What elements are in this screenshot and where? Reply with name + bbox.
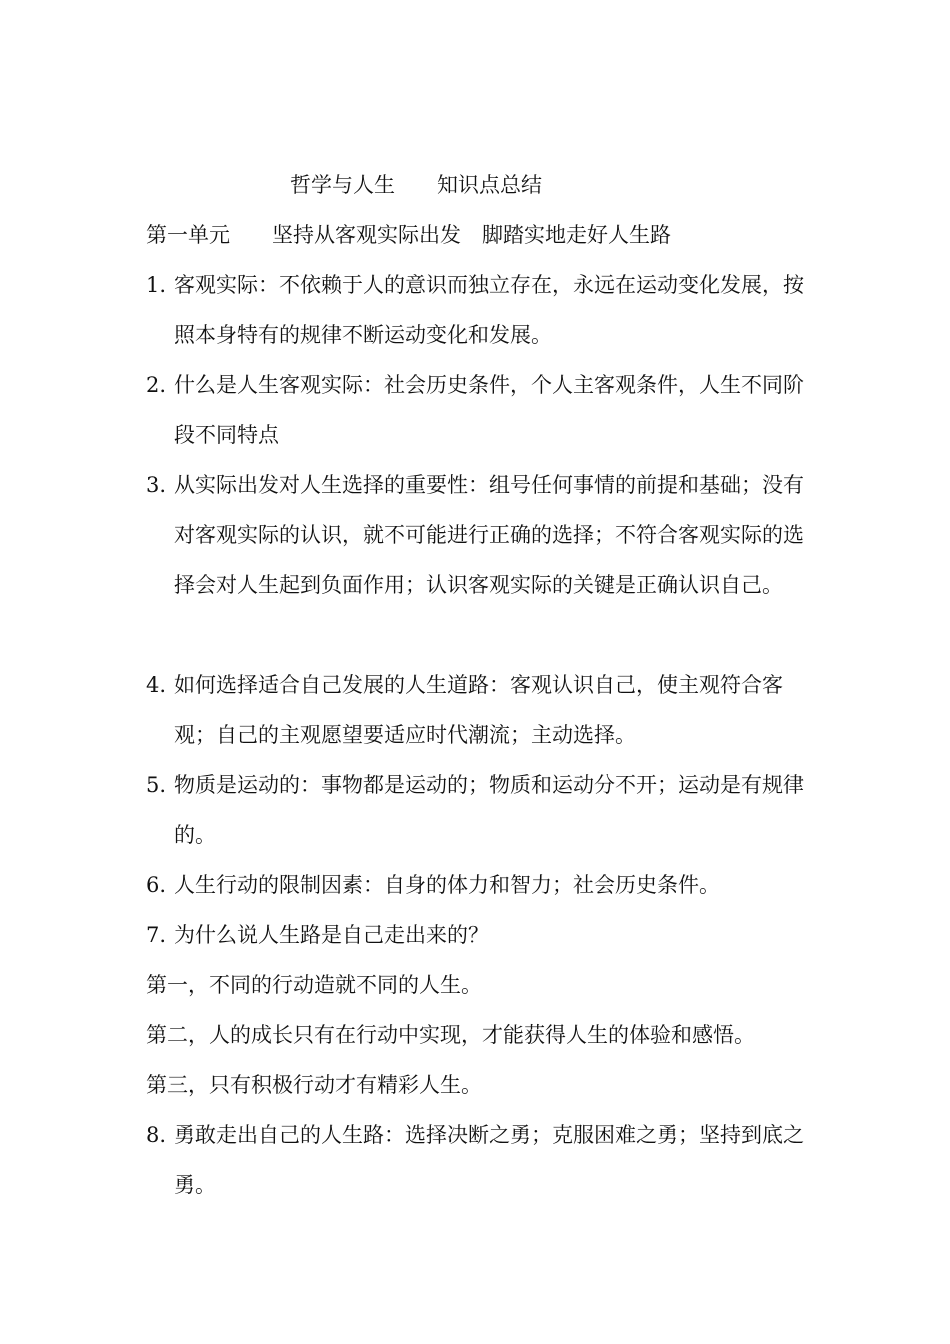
item-text: 物质是运动的：事物都是运动的；物质和运动分不开；运动是有规律的。	[174, 773, 804, 847]
item-number: 3.	[146, 473, 167, 497]
item-text: 客观实际：不依赖于人的意识而独立存在，永远在运动变化发展，按照本身特有的规律不断运动变化和发展。	[174, 273, 804, 347]
item-number: 6.	[146, 873, 167, 897]
item-number: 2.	[146, 373, 167, 397]
item-number: 8.	[146, 1123, 167, 1147]
document-title: 哲学与人生 知识点总结	[290, 173, 542, 197]
item-number: 4.	[146, 673, 167, 697]
point-first: 第一，不同的行动造就不同的人生。	[146, 973, 482, 997]
item-text: 勇敢走出自己的人生路：选择决断之勇；克服困难之勇；坚持到底之勇。	[174, 1123, 804, 1197]
list-item-5	[146, 760, 816, 860]
item-text: 什么是人生客观实际：社会历史条件，个人主客观条件，人生不同阶段不同特点	[174, 373, 804, 447]
item-text: 人生行动的限制因素：自身的体力和智力；社会历史条件。	[174, 873, 720, 897]
list-item-8	[146, 1110, 816, 1210]
list-item-2	[146, 360, 816, 460]
item-text: 为什么说人生路是自己走出来的？	[174, 923, 489, 947]
list-item-4	[146, 660, 816, 760]
point-third: 第三，只有积极行动才有精彩人生。	[146, 1073, 482, 1097]
list-item-1	[146, 260, 816, 360]
list-item-7	[146, 910, 816, 960]
point-second: 第二，人的成长只有在行动中实现，才能获得人生的体验和感悟。	[146, 1023, 755, 1047]
item-text: 从实际出发对人生选择的重要性：组号任何事情的前提和基础；没有对客观实际的认识，就不可能进行正确的选择；不符合客观实际的选择会对人生起到负面作用；认识客观实际的关键是正确认识自己。	[174, 473, 804, 597]
item-number: 5.	[146, 773, 167, 797]
list-item-6	[146, 860, 816, 910]
unit-heading: 第一单元 坚持从客观实际出发 脚踏实地走好人生路	[146, 223, 671, 247]
item-text: 如何选择适合自己发展的人生道路：客观认识自己，使主观符合客观；自己的主观愿望要适应时代潮流；主动选择。	[174, 673, 783, 747]
list-item-3	[146, 460, 816, 610]
item-number: 7.	[146, 923, 167, 947]
item-number: 1.	[146, 273, 167, 297]
